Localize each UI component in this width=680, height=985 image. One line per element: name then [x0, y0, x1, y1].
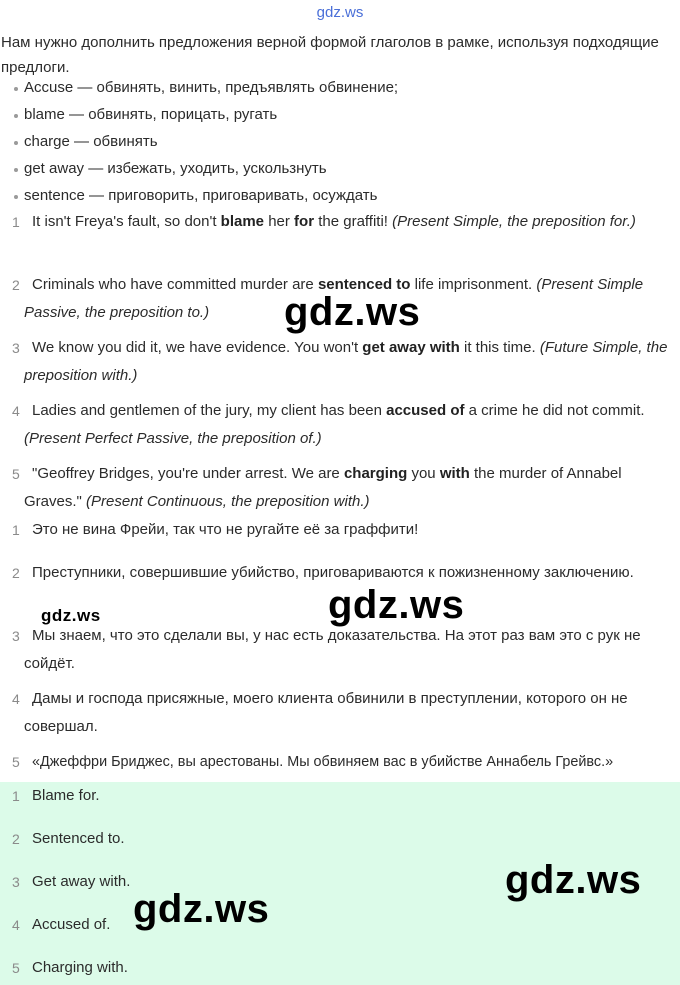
- translation-item: [0, 516, 676, 544]
- translation-item: [0, 748, 676, 776]
- sentence-text: it this time.: [459, 339, 540, 356]
- sentence-text: It isn't Freya's fault, so don't: [32, 213, 221, 230]
- sentence-item: [0, 460, 676, 516]
- item-number: 1: [12, 788, 20, 804]
- item-number: 1: [12, 214, 20, 230]
- item-number: 3: [12, 628, 20, 644]
- watermark: gdz.ws: [41, 606, 101, 625]
- task-intro: Нам нужно дополнить предложения верной формой глаголов в рамке, используя подходящие предлоги.: [1, 34, 659, 76]
- sentence-text: We know you did it, we have evidence. You won't: [32, 339, 363, 356]
- sentence-text: the murder of Annabel Graves.": [24, 465, 622, 510]
- answer-text: Get away with.: [32, 873, 131, 890]
- translation-text: Мы знаем, что это сделали вы, у нас есть доказательства. На этот раз вам это с рук не сойдёт.: [24, 627, 641, 672]
- answer-verb: accused of: [386, 402, 465, 419]
- sentence-text: life imprisonment.: [410, 276, 537, 293]
- translation-item: [0, 622, 676, 678]
- item-number: 1: [12, 522, 20, 538]
- grammar-note: (Present Simple, the preposition for.): [392, 213, 636, 230]
- watermark: gdz.ws: [505, 858, 642, 902]
- sentence-text: a crime he did not commit.: [464, 402, 645, 419]
- item-number: 4: [12, 403, 20, 419]
- item-number: 4: [12, 917, 20, 933]
- item-number: 2: [12, 277, 20, 293]
- item-number: 4: [12, 691, 20, 707]
- answer-text: Charging with.: [32, 959, 128, 976]
- answer-preposition: for: [294, 213, 315, 230]
- answer-text: Sentenced to.: [32, 830, 125, 847]
- item-number: 5: [12, 466, 20, 482]
- item-number: 2: [12, 565, 20, 581]
- translation-item: [0, 685, 676, 741]
- translation-text: Дамы и господа присяжные, моего клиента обвинили в преступлении, которого он не совершал.: [24, 690, 628, 735]
- answer-verb: charging: [343, 465, 408, 482]
- sentence-item: [0, 397, 676, 453]
- vocab-item: get away — избежать, уходить, ускользнуть: [14, 157, 398, 184]
- item-number: 3: [12, 340, 20, 356]
- sentence-text: Criminals who have committed murder are: [32, 276, 318, 293]
- answer-verb: get away with: [362, 339, 460, 356]
- item-number: 5: [12, 754, 20, 770]
- translation-text: «Джеффри Бриджес, вы арестованы. Мы обвиняем вас в убийстве Аннабель Грейвс.»: [32, 754, 614, 770]
- vocab-item: Accuse — обвинять, винить, предъявлять обвинение;: [14, 76, 398, 103]
- answer-verb: sentenced to: [317, 276, 411, 293]
- watermark: gdz.ws: [328, 583, 465, 627]
- translation-text: Преступники, совершившие убийство, приговариваются к пожизненному заключению.: [32, 564, 634, 581]
- vocab-item: blame — обвинять, порицать, ругать: [14, 103, 398, 130]
- vocabulary-list: [14, 76, 398, 211]
- vocab-item: charge — обвинять: [14, 130, 398, 157]
- sentence-item: [0, 334, 676, 390]
- sentence-text: the graffiti!: [314, 213, 393, 230]
- grammar-note: (Present Simple Passive, the preposition to.): [24, 276, 644, 321]
- grammar-note: (Present Continuous, the preposition with.): [86, 493, 370, 510]
- answer-text: Accused of.: [32, 916, 111, 933]
- answer-item: [0, 911, 676, 939]
- answer-item: [0, 782, 676, 810]
- answer-text: Blame for.: [32, 787, 100, 804]
- item-number: 3: [12, 874, 20, 890]
- answer-verb: blame: [220, 213, 265, 230]
- item-number: 2: [12, 831, 20, 847]
- site-watermark-top: gdz.ws: [316, 4, 364, 21]
- sentence-item: [0, 208, 676, 236]
- item-number: 5: [12, 960, 20, 976]
- translation-text: Это не вина Фрейи, так что не ругайте её за граффити!: [32, 521, 419, 538]
- sentence-text: Ladies and gentlemen of the jury, my client has been: [32, 402, 387, 419]
- answer-item: [0, 954, 676, 982]
- sentence-text: you: [407, 465, 440, 482]
- watermark: gdz.ws: [133, 887, 270, 931]
- answer-item: [0, 825, 676, 853]
- sentence-text: "Geoffrey Bridges, you're under arrest. We are: [32, 465, 344, 482]
- grammar-note: (Present Perfect Passive, the preposition of.): [24, 430, 322, 447]
- grammar-note: (Future Simple, the preposition with.): [24, 339, 668, 384]
- answer-preposition: with: [439, 465, 470, 482]
- watermark: gdz.ws: [284, 290, 421, 334]
- vocab-item: sentence — приговорить, приговаривать, осуждать: [14, 184, 398, 211]
- sentence-text: her: [264, 213, 295, 230]
